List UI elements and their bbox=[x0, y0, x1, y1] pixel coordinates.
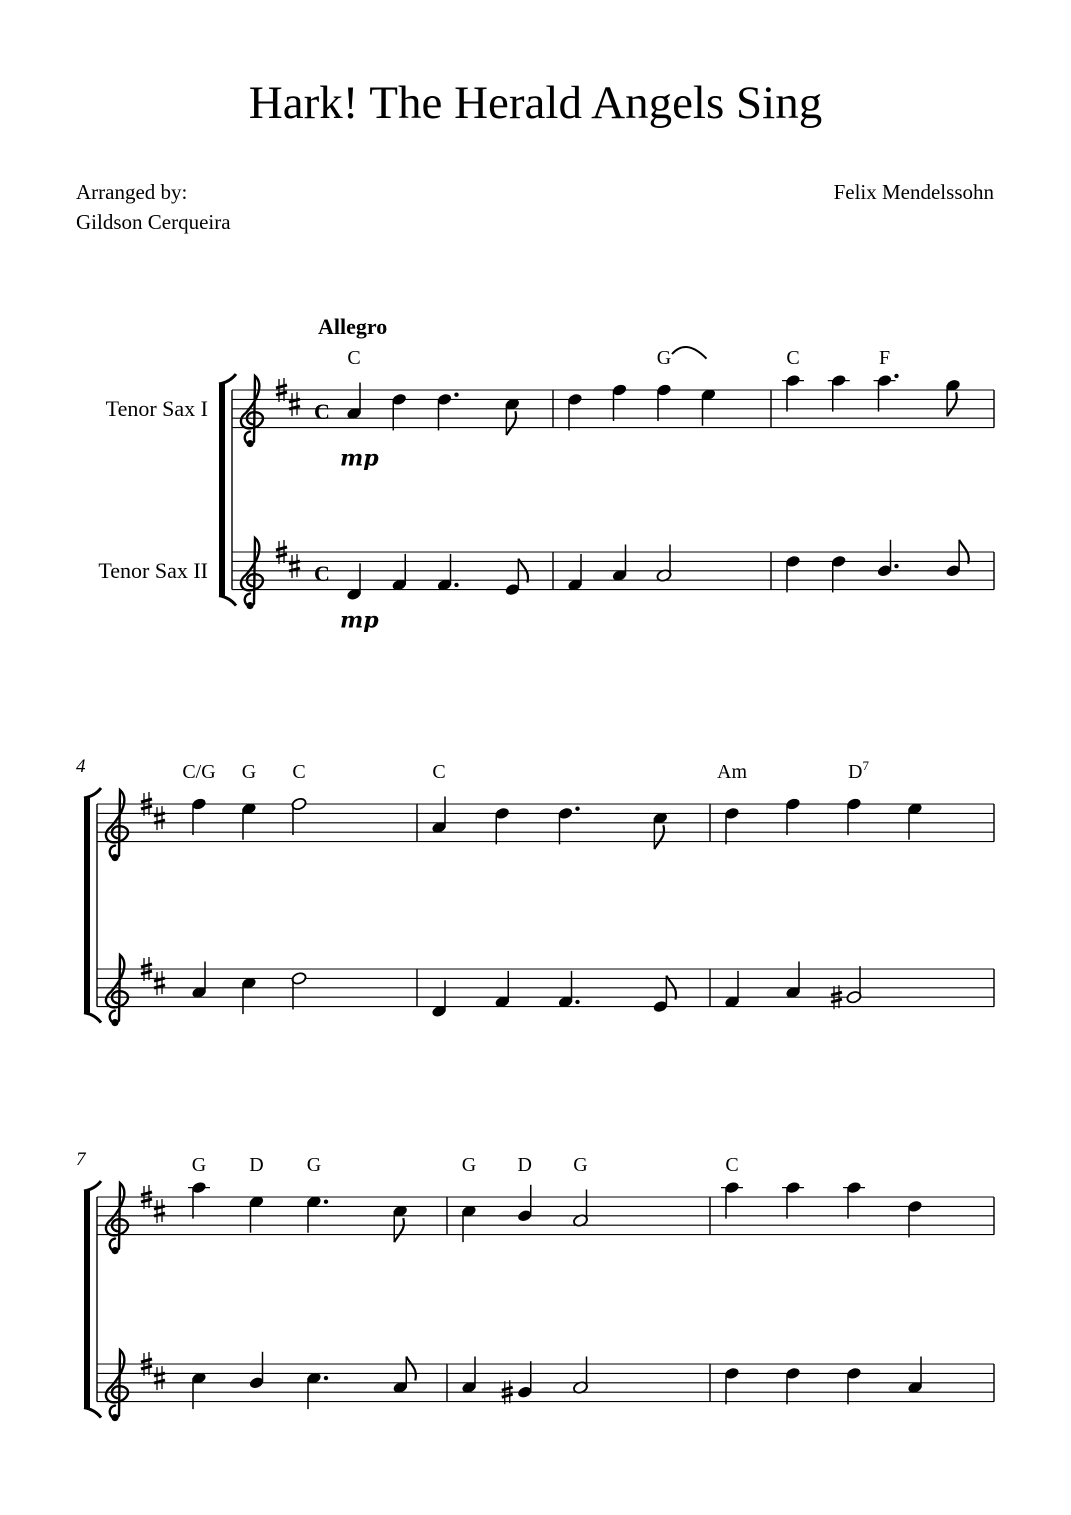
note bbox=[724, 806, 740, 844]
dot bbox=[454, 393, 458, 397]
dot bbox=[575, 807, 579, 811]
note bbox=[846, 1366, 862, 1404]
note bbox=[461, 1204, 477, 1242]
key-sharp-c-icon bbox=[289, 392, 300, 416]
note bbox=[572, 1189, 588, 1227]
note bbox=[782, 374, 804, 412]
key-sharp-c-icon bbox=[154, 971, 165, 995]
measure bbox=[782, 347, 969, 592]
treble-clef-icon bbox=[241, 376, 263, 447]
note bbox=[724, 1366, 740, 1404]
measure bbox=[431, 761, 676, 1018]
chord-symbol: C/G bbox=[182, 761, 216, 783]
flag bbox=[654, 825, 664, 849]
note bbox=[391, 554, 407, 592]
note bbox=[248, 1195, 264, 1233]
note bbox=[907, 1199, 923, 1237]
dot bbox=[324, 1200, 328, 1204]
note bbox=[945, 378, 961, 416]
treble-clef-icon bbox=[106, 1183, 128, 1254]
dot bbox=[894, 374, 898, 378]
treble-clef-icon bbox=[106, 790, 128, 861]
note bbox=[504, 397, 520, 435]
note bbox=[431, 796, 447, 834]
note bbox=[494, 971, 510, 1009]
note bbox=[724, 971, 740, 1009]
key-sharp-c-icon bbox=[154, 806, 165, 830]
chord-symbol: G bbox=[656, 347, 672, 369]
measure-number: 4 bbox=[76, 756, 86, 777]
measure bbox=[182, 761, 307, 1014]
note bbox=[785, 797, 801, 835]
note bbox=[517, 1185, 533, 1223]
flag bbox=[394, 1218, 404, 1242]
note bbox=[191, 1371, 207, 1409]
note bbox=[494, 806, 510, 844]
note bbox=[191, 797, 207, 835]
dynamic-marking: mp bbox=[340, 607, 379, 634]
note bbox=[843, 1181, 865, 1219]
key-sharp-c-icon bbox=[154, 1366, 165, 1390]
score-title: Hark! The Herald Angels Sing bbox=[248, 77, 823, 129]
note bbox=[346, 382, 362, 420]
dot bbox=[324, 1376, 328, 1380]
note bbox=[656, 383, 672, 421]
dynamic-marking: mp bbox=[340, 445, 379, 472]
treble-clef-icon bbox=[106, 1350, 128, 1421]
measure bbox=[721, 1154, 923, 1404]
note bbox=[785, 961, 801, 999]
dot bbox=[575, 1000, 579, 1004]
note bbox=[241, 976, 257, 1014]
note bbox=[907, 1356, 923, 1394]
note bbox=[291, 971, 307, 1009]
note bbox=[291, 797, 307, 835]
time-signature: C bbox=[314, 398, 330, 424]
chord-symbol: Am bbox=[717, 761, 747, 783]
note bbox=[241, 802, 257, 840]
note bbox=[431, 980, 447, 1018]
chord-symbol: C bbox=[786, 347, 800, 369]
instrument-label: Tenor Sax I bbox=[105, 395, 208, 421]
note bbox=[652, 976, 676, 1014]
instrument-label: Tenor Sax II bbox=[98, 557, 208, 583]
note bbox=[721, 1181, 743, 1219]
time-signature: C bbox=[314, 560, 330, 586]
note bbox=[652, 811, 668, 849]
note bbox=[828, 374, 850, 412]
note bbox=[557, 806, 579, 844]
chord-symbol: C bbox=[725, 1154, 739, 1176]
note bbox=[782, 1181, 804, 1219]
note bbox=[874, 374, 899, 412]
note bbox=[392, 1356, 416, 1394]
flag bbox=[506, 411, 516, 435]
chord-symbol: C bbox=[347, 347, 361, 369]
key-sharp-c-icon bbox=[289, 554, 300, 578]
note bbox=[436, 392, 458, 430]
chord-symbol: C bbox=[292, 761, 306, 783]
arranger-label: Arranged by: bbox=[76, 180, 188, 204]
note bbox=[248, 1352, 264, 1390]
chord-symbol: F bbox=[878, 347, 891, 369]
chord-symbol: D bbox=[249, 1154, 264, 1176]
note bbox=[191, 961, 207, 999]
note bbox=[461, 1356, 477, 1394]
treble-clef-icon bbox=[106, 955, 128, 1026]
chord-symbol: G bbox=[573, 1154, 588, 1176]
note bbox=[700, 388, 716, 426]
note bbox=[831, 554, 847, 592]
note bbox=[785, 554, 801, 592]
chord-symbol: D bbox=[517, 1154, 532, 1176]
dot bbox=[894, 564, 898, 568]
note bbox=[785, 1366, 801, 1404]
chord-symbol: G bbox=[461, 1154, 477, 1176]
chord-symbol: C bbox=[432, 761, 446, 783]
arranger-name: Gildson Cerqueira bbox=[76, 210, 231, 234]
note bbox=[611, 544, 627, 582]
composer-credit: Felix Mendelssohn bbox=[833, 180, 994, 204]
key-sharp-c-icon bbox=[154, 1199, 165, 1223]
note bbox=[611, 383, 627, 421]
note bbox=[188, 1181, 210, 1219]
note bbox=[436, 554, 458, 592]
flag bbox=[947, 392, 957, 416]
note bbox=[392, 1204, 408, 1242]
chord-symbol: G bbox=[241, 761, 257, 783]
chord-symbol: G bbox=[191, 1154, 207, 1176]
note bbox=[907, 802, 923, 840]
chord-symbol: $D^7$ bbox=[848, 758, 869, 783]
system-2 bbox=[76, 756, 994, 1026]
note bbox=[504, 559, 528, 597]
note bbox=[346, 563, 362, 601]
flag bbox=[406, 1356, 416, 1380]
note bbox=[567, 554, 583, 592]
bracket-icon bbox=[84, 1181, 101, 1418]
staff-tenor-sax-2 bbox=[97, 1350, 994, 1421]
treble-clef-icon bbox=[241, 538, 263, 609]
note bbox=[656, 544, 672, 582]
measure-number: 7 bbox=[76, 1149, 86, 1170]
measure bbox=[567, 347, 717, 592]
note bbox=[876, 540, 898, 578]
note bbox=[846, 797, 862, 835]
note bbox=[945, 540, 969, 578]
system-1 bbox=[98, 314, 994, 634]
note bbox=[572, 1356, 588, 1394]
measure bbox=[461, 1154, 589, 1404]
note bbox=[557, 971, 579, 1009]
note bbox=[306, 1371, 328, 1409]
staff-tenor-sax-1 bbox=[97, 1183, 994, 1254]
system-3 bbox=[76, 1149, 994, 1421]
note bbox=[391, 392, 407, 430]
measure bbox=[188, 1154, 416, 1409]
dot bbox=[454, 583, 458, 587]
note bbox=[567, 392, 583, 430]
measure bbox=[717, 758, 923, 1009]
tempo-marking: Allegro bbox=[318, 314, 388, 339]
tie bbox=[672, 347, 707, 359]
chord-symbol: G bbox=[306, 1154, 322, 1176]
note bbox=[306, 1195, 328, 1233]
